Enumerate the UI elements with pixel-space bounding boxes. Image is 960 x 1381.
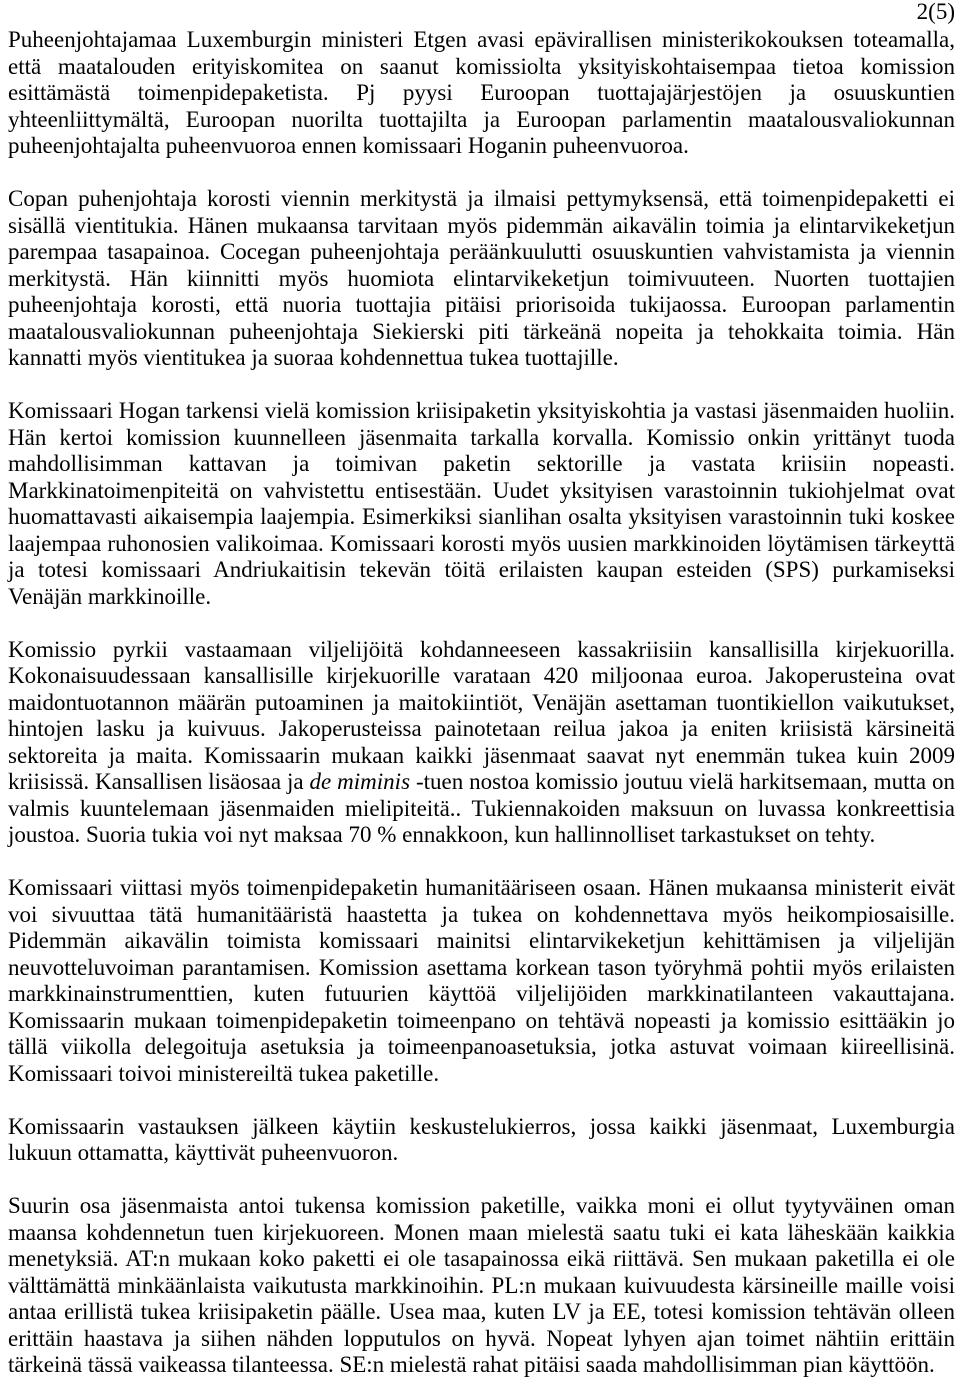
text-line: tärkeinä tässä vaikeassa tilanteessa. SE:n mielestä rahat pitäisi saada mahdollisimman pian käyttöön.	[8, 1352, 935, 1377]
text-line: sektoreita ja maita. Komissaarin mukaan kaikki jäsenmaat saavat nyt enemmän tukea kuin 2009	[8, 742, 955, 768]
text-line: hintojen lasku ja kuivuus. Jakoperusteissa painotetaan reilua jakoa ja eniten kriisistä kärsineitä	[8, 716, 955, 741]
text-line: maatalousvaliokunnan puheenjohtaja Siekierski piti tärkeänä nopeita ja tehokkaita toimia. Hän	[8, 318, 955, 344]
text-line: erittäin haastava ja siihen nähden lopputulos on hyvä. Nopeat lyhyen ajan toimet nähtiin erittäin	[8, 1325, 955, 1351]
text-line: maansa kohdennetun tuen kirjekuoreen. Monen maan mielestä saatu tuki ei kata läheskään kaikkia	[8, 1219, 955, 1245]
text-line: valmis kuuntelemaan jäsenmaiden mielipiteitä.. Tukiennakoiden maksuun on luvassa konkreettisia	[8, 795, 955, 821]
text-line: merkitystä. Hän kiinnitti myös huomiota elintarvikeketjun toimivuuteen. Nuorten tuottajien	[8, 265, 955, 291]
text-line: esittämästä toimenpidepaketista. Pj pyysi Euroopan tuottajajärjestöjen ja osuuskuntien	[8, 80, 955, 105]
text-line: Komissaari viittasi myös toimenpidepaketin humanitääriseen osaan. Hänen mukaansa ministerit eivät	[8, 875, 955, 900]
text-line: puheenjohtajalta puheenvuoroa ennen komissaari Hoganin puheenvuoroa.	[8, 133, 689, 158]
paragraph-stakeholders	[8, 186, 955, 372]
text-line: lukuun ottamatta, käyttivät puheenvuoron.	[8, 1140, 399, 1165]
text-line: Komissaari toivoi ministereiltä tukea paketille.	[8, 1060, 440, 1086]
text-line: Komissio pyrkii vastaamaan viljelijöitä kohdanneeseen kassakriisiin kansallisilla kirjekuorilla.	[8, 636, 955, 662]
text-line: Kokonaisuudessaan kansallisille kirjekuorille varataan 420 miljoonaa euroa. Jakoperusteina ovat	[8, 663, 955, 688]
text-line: Komissaari Hogan tarkensi vielä komission kriisipaketin yksityiskohtia ja vastasi jäsenmaiden huoliin.	[8, 398, 955, 423]
text-line: kannatti myös vientitukea ja suoraa kohdennettua tukea tuottajille.	[8, 345, 619, 370]
text-line: menetyksiä. AT:n mukaan koko paketti ei ole tasapainossa eikä riittävä. Sen mukaan paketilla ei ole	[8, 1246, 955, 1271]
text-line: joustoa. Suoria tukia voi nyt maksaa 70 % ennakkoon, kun hallinnolliset tarkastukset on tehty.	[8, 822, 876, 847]
text-line: tällä viikolla delegoituja asetuksia ja toimeenpanoasetuksia, jotka astuvat voimaan kiireellisinä.	[8, 1034, 955, 1059]
paragraph-national-envelopes	[8, 637, 955, 849]
text-line: Pidemmän aikavälin toimista komissaari mainitsi elintarvikeketjun kehittämisen ja viljelijän	[8, 928, 955, 953]
text-line: että maatalouden erityiskomitea on saanut komissiolta yksityiskohtaisempaa tietoa komission	[8, 53, 955, 79]
text-line: Komissaarin mukaan toimenpidepaketin toimeenpano on tehtävä nopeasti ja komissio esittääkin jo	[8, 1007, 955, 1033]
italic-term: de miminis	[309, 769, 411, 794]
text-line: Markkinatoimenpiteitä on vahvistettu entisestään. Uudet yksityisen varastoinnin tukiohjelmat ovat	[8, 477, 955, 503]
text-line: sisällä vientitukia. Hänen mukaansa tarvitaan myös pidemmän aikavälin toimia ja elintarvikeketjun	[8, 212, 955, 238]
paragraph-opening	[8, 27, 955, 160]
text-line: maidontuotannon määrän putoaminen ja maitokiintiöt, Venäjän asettaman tuontikiellon vaikutukset,	[8, 689, 955, 715]
text-line: välttämättä minkäänlaista vaikutusta markkinoihin. PL:n mukaan kuivuudesta kärsineille maille voisi	[8, 1272, 955, 1298]
text-segment: -tuen nostoa komissio joutuu vielä harkitsemaan, mutta on	[410, 769, 955, 794]
text-segment: kriisissä. Kansallisen lisäosaa ja	[8, 769, 310, 794]
text-line: neuvotteluvoiman parantamisen. Komission asettama korkean tason työryhmä pohtii myös erilaisten	[8, 954, 955, 980]
text-line: mahdollisimman kattavan ja toimivan paketin sektorille ja vastata kriisiin nopeasti.	[8, 451, 955, 476]
text-line: huomattavasti aikaisempia laajempia. Esimerkiksi sianlihan osalta yksityisen varastoinnin tuki koskee	[8, 504, 955, 529]
text-line: Suurin osa jäsenmaista antoi tukensa komission paketille, vaikka moni ei ollut tyytyväinen oman	[8, 1193, 955, 1218]
text-line: laajempaa ruhonosien valikoimaa. Komissaari korosti myös uusien markkinoiden löytämisen tärkeyttä	[8, 530, 955, 556]
document-body	[8, 27, 955, 1379]
text-line: voi sivuuttaa tätä humanitääristä haastetta ja tukea on kohdennettava myös heikompiosaisille.	[8, 901, 955, 927]
paragraph-member-states	[8, 1193, 955, 1379]
paragraph-commissioner-response	[8, 398, 955, 610]
page-number: 2(5)	[916, 0, 955, 24]
text-line: Hän kertoi komission kuunnelleen jäsenmaita tarkalla korvalla. Komissio onkin yrittänyt tuoda	[8, 424, 955, 450]
text-line: Venäjän markkinoille.	[8, 583, 212, 609]
paragraph-discussion-round	[8, 1114, 955, 1167]
text-line: yhteenliittymältä, Euroopan nuorilta tuottajilta ja Euroopan parlamentin maatalousvaliokunnan	[8, 106, 955, 132]
text-line: Komissaarin vastauksen jälkeen käytiin keskustelukierros, jossa kaikki jäsenmaat, Luxemburgia	[8, 1113, 955, 1139]
text-line: parempaa tasapainoa. Cocegan puheenjohtaja peräänkuulutti osuuskuntien vahvistamista ja viennin	[8, 239, 955, 264]
text-line	[8, 769, 955, 796]
paragraph-humanitarian	[8, 875, 955, 1087]
text-line: ja totesi komissaari Andriukaitisin tekevän töitä erilaisten kaupan esteiden (SPS) purkamiseksi	[8, 557, 955, 582]
text-line: Puheenjohtajamaa Luxemburgin ministeri Etgen avasi epävirallisen ministerikokouksen toteamalla,	[8, 27, 955, 52]
text-line: markkinainstrumenttien, kuten futuurien käyttöä viljelijöiden markkinatilanteen vakauttajana.	[8, 981, 955, 1006]
text-line: antaa erillistä tukea kriisipaketin päälle. Usea maa, kuten LV ja EE, totesi komission tehtävän olleen	[8, 1299, 955, 1324]
text-line: Copan puhenjohtaja korosti viennin merkitystä ja ilmaisi pettymyksensä, että toimenpidepaketti ei	[8, 186, 955, 211]
text-line: puheenjohtaja korosti, että nuoria tuottajia pitäisi priorisoida tukijaossa. Euroopan parlamentin	[8, 292, 955, 317]
